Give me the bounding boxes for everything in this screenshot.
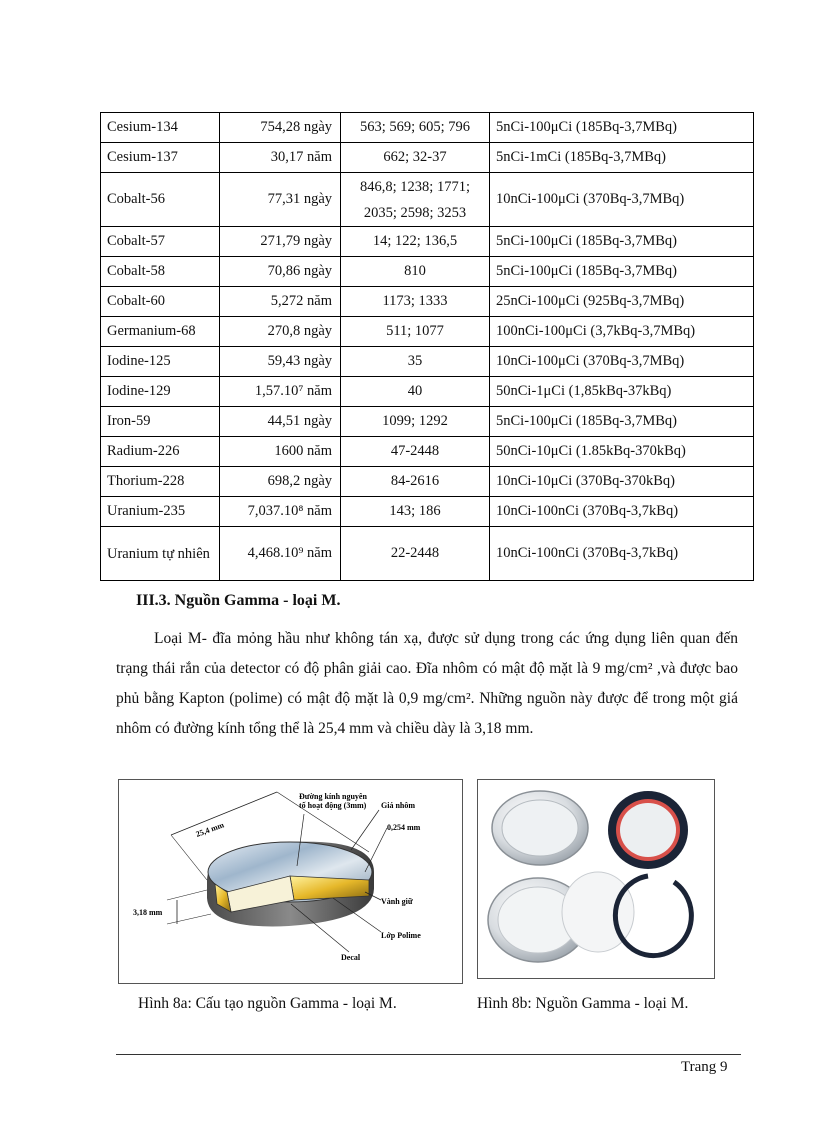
table-row xyxy=(101,347,754,377)
isotope-table xyxy=(100,112,754,581)
polymer-layer xyxy=(290,876,369,900)
label-active-diameter: Đường kính nguyên xyxy=(299,792,367,801)
gamma-energy: 35 xyxy=(341,347,490,377)
activity-range: 5nCi-100μCi (185Bq-3,7MBq) xyxy=(490,257,754,287)
table-row xyxy=(101,407,754,437)
half-life: 70,86 ngày xyxy=(220,257,341,287)
paragraph-text: Loại M- đĩa mỏng hầu như không tán xạ, được sử dụng trong các ứng dụng liên quan đến trạng thái rắn của detector có độ phân giải cao. Đĩa nhôm có mật độ mặt là 9 mg/cm² ,và được bao phủ bằng Kapton (polime) có mật độ mặt là 0,9 mg/cm². Những nguồn này được để trong một giá nhôm có đường kính tổng thể là 25,4 mm và chiều dày là 3,18 mm. xyxy=(116,630,738,737)
activity-range: 100nCi-100μCi (3,7kBq-3,7MBq) xyxy=(490,317,754,347)
label-holder: Giá nhôm xyxy=(381,801,416,810)
table-row xyxy=(101,227,754,257)
isotope-name: Uranium tự nhiên xyxy=(101,527,220,581)
table-row xyxy=(101,497,754,527)
activity-range: 50nCi-1μCi (1,85kBq-37kBq) xyxy=(490,377,754,407)
gamma-energy: 40 xyxy=(341,377,490,407)
table-row xyxy=(101,437,754,467)
table-row xyxy=(101,113,754,143)
label-decal: Decal xyxy=(341,953,361,962)
half-life: 7,037.10⁸ năm xyxy=(220,497,341,527)
gamma-energy: 84-2616 xyxy=(341,467,490,497)
isotope-name: Cobalt-56 xyxy=(101,173,220,227)
activity-range: 5nCi-100μCi (185Bq-3,7MBq) xyxy=(490,407,754,437)
gamma-energy-line-2: 2035; 2598; 3253 xyxy=(363,204,467,221)
gamma-energy: 810 xyxy=(341,257,490,287)
table-row xyxy=(101,143,754,173)
table-row xyxy=(101,317,754,347)
table-row xyxy=(101,173,754,227)
disc-diagram xyxy=(119,780,462,983)
label-height: 3,18 mm xyxy=(133,908,163,917)
table-row xyxy=(101,287,754,317)
figure-structure-diagram xyxy=(118,779,463,984)
half-life: 4,468.10⁹ năm xyxy=(220,527,341,581)
gamma-energy: 14; 122; 136,5 xyxy=(341,227,490,257)
activity-range: 5nCi-100μCi (185Bq-3,7MBq) xyxy=(490,113,754,143)
half-life: 1600 năm xyxy=(220,437,341,467)
half-life: 270,8 ngày xyxy=(220,317,341,347)
source-photo xyxy=(478,780,714,978)
half-life: 44,51 ngày xyxy=(220,407,341,437)
isotope-name: Iodine-129 xyxy=(101,377,220,407)
isotope-name: Radium-226 xyxy=(101,437,220,467)
half-life: 5,272 năm xyxy=(220,287,341,317)
gamma-energy: 47-2448 xyxy=(341,437,490,467)
activity-range: 10nCi-100nCi (370Bq-3,7kBq) xyxy=(490,497,754,527)
gamma-energy: 143; 186 xyxy=(341,497,490,527)
gamma-energy: 1173; 1333 xyxy=(341,287,490,317)
activity-range: 5nCi-1mCi (185Bq-3,7MBq) xyxy=(490,143,754,173)
figure-b-caption: Hình 8b: Nguồn Gamma - loại M. xyxy=(477,995,689,1012)
activity-range: 10nCi-100μCi (370Bq-3,7MBq) xyxy=(490,347,754,377)
half-life: 754,28 ngày xyxy=(220,113,341,143)
page-number: Trang 9 xyxy=(681,1059,728,1075)
isotope-name: Cesium-137 xyxy=(101,143,220,173)
label-polymer: Lớp Polime xyxy=(381,931,421,940)
half-life: 1,57.10⁷ năm xyxy=(220,377,341,407)
figure-a-caption: Hình 8a: Cấu tạo nguồn Gamma - loại M. xyxy=(138,995,397,1012)
isotope-name: Iodine-125 xyxy=(101,347,220,377)
isotope-name: Thorium-228 xyxy=(101,467,220,497)
footer-rule xyxy=(116,1054,741,1055)
activity-range: 10nCi-10μCi (370Bq-370kBq) xyxy=(490,467,754,497)
isotope-name: Uranium-235 xyxy=(101,497,220,527)
label-ring: Vành giữ xyxy=(381,897,413,906)
section-heading: III.3. Nguồn Gamma - loại M. xyxy=(136,592,341,609)
figure-photo xyxy=(477,779,715,979)
gamma-energy-line-1: 846,8; 1238; 1771; xyxy=(360,178,470,195)
table-row xyxy=(101,377,754,407)
activity-range: 5nCi-100μCi (185Bq-3,7MBq) xyxy=(490,227,754,257)
label-film-thickness: 0,254 mm xyxy=(387,823,421,832)
activity-range: 10nCi-100nCi (370Bq-3,7kBq) xyxy=(490,527,754,581)
label-diameter: 25,4 mm xyxy=(194,820,226,839)
activity-range: 50nCi-10μCi (1.85kBq-370kBq) xyxy=(490,437,754,467)
gamma-energy: 1099; 1292 xyxy=(341,407,490,437)
isotope-name: Iron-59 xyxy=(101,407,220,437)
table-row xyxy=(101,467,754,497)
gamma-energy: 563; 569; 605; 796 xyxy=(341,113,490,143)
table-row xyxy=(101,257,754,287)
isotope-name: Cobalt-60 xyxy=(101,287,220,317)
gamma-energy: 511; 1077 xyxy=(341,317,490,347)
section-paragraph xyxy=(116,624,738,744)
activity-range: 25nCi-100μCi (925Bq-3,7MBq) xyxy=(490,287,754,317)
label-active-diameter-2: tố hoạt động (3mm) xyxy=(299,801,367,810)
isotope-name: Cobalt-58 xyxy=(101,257,220,287)
half-life: 59,43 ngày xyxy=(220,347,341,377)
half-life: 30,17 năm xyxy=(220,143,341,173)
activity-range: 10nCi-100μCi (370Bq-3,7MBq) xyxy=(490,173,754,227)
isotope-name: Cobalt-57 xyxy=(101,227,220,257)
half-life: 698,2 ngày xyxy=(220,467,341,497)
gamma-energy xyxy=(341,173,490,227)
gamma-energy: 22-2448 xyxy=(341,527,490,581)
gamma-energy: 662; 32-37 xyxy=(341,143,490,173)
isotope-name: Germanium-68 xyxy=(101,317,220,347)
table-row xyxy=(101,527,754,581)
half-life: 77,31 ngày xyxy=(220,173,341,227)
half-life: 271,79 ngày xyxy=(220,227,341,257)
isotope-name: Cesium-134 xyxy=(101,113,220,143)
